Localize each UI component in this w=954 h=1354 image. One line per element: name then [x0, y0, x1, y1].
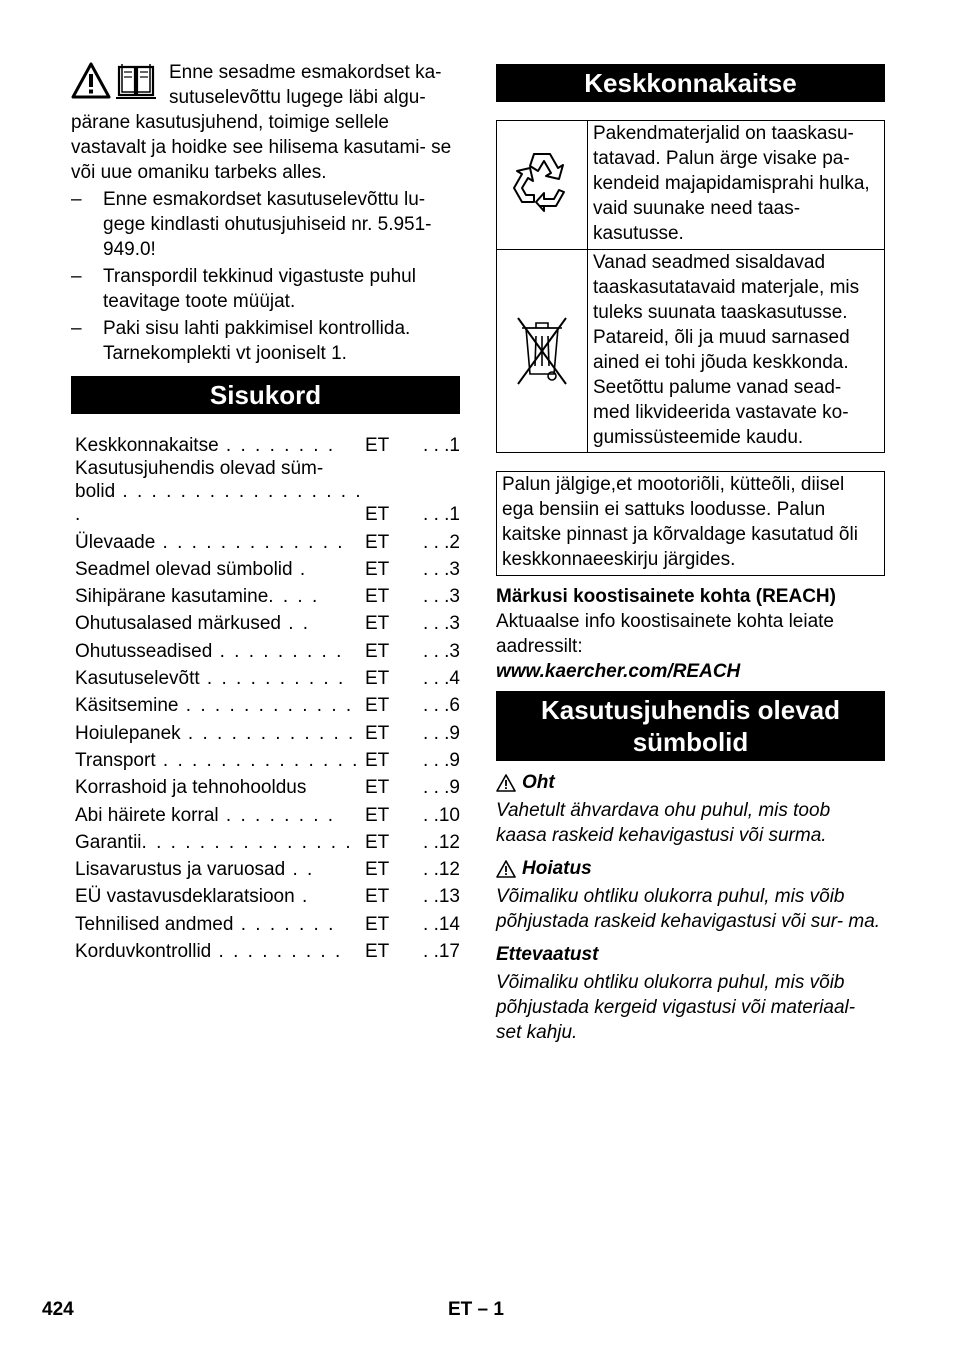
toc-page: . . .3 — [423, 640, 460, 662]
toc-title: Transport — [75, 749, 156, 771]
toc-row[interactable] — [75, 908, 460, 935]
toc-row[interactable] — [75, 608, 460, 635]
toc-title: Garantii — [75, 831, 142, 853]
toc-page: . . .3 — [423, 613, 460, 635]
toc-row[interactable] — [75, 581, 460, 608]
toc-row[interactable] — [75, 881, 460, 908]
toc-title: Ülevaade — [75, 531, 156, 553]
toc-title: Lisavarustus ja varuosad — [75, 859, 286, 881]
toc-leader: . . . . . . . . . . . . . . . — [141, 831, 353, 853]
toc-row[interactable] — [75, 854, 460, 881]
reach-title: Märkusi koostisainete kohta (REACH) — [496, 586, 836, 607]
env-row-disposal — [497, 250, 885, 453]
warning-triangle-icon — [496, 860, 516, 878]
reach-text: Aktuaalse info koostisainete kohta leiate aadressilt: — [496, 611, 834, 657]
toc-leader: . . — [285, 859, 315, 881]
toc-row[interactable] — [75, 936, 460, 963]
list-item: – Enne esmakordset kasutuselevõttu lu- gege kindlasti ohutusjuhiseid nr. 5.951- 949.0! — [71, 187, 460, 262]
toc-row[interactable] — [75, 554, 460, 581]
toc-leader: . . . . . . . . . . . . . . — [155, 749, 360, 771]
warning-triangle-icon — [496, 774, 516, 792]
toc-lang: ET — [365, 613, 390, 635]
toc-title: Seadmel olevad sümbolid — [75, 558, 293, 580]
toc-row[interactable] — [75, 690, 460, 717]
reach-block — [496, 584, 885, 684]
toc-page: . . .1 — [423, 435, 460, 457]
toc-title: Ohutusalased märkused — [75, 613, 281, 635]
toc-title: Abi häirete korral — [75, 804, 219, 826]
toc-title: Korduvkontrollid — [75, 941, 212, 963]
toc-lang: ET — [365, 640, 390, 662]
toc-leader: . . . . . . . . . — [212, 640, 344, 662]
list-item: – Paki sisu lahti pakkimisel kontrollida. Tarnekomplekti vt jooniselt 1. — [71, 316, 460, 366]
toc-page: . . .3 — [423, 586, 460, 608]
toc-title: Käsitsemine — [75, 695, 179, 717]
toc-leader: . — [294, 886, 310, 908]
footer-label: ET – 1 — [448, 1299, 504, 1320]
toc-page: . .17 — [423, 941, 460, 963]
toc-page: . .10 — [423, 804, 460, 826]
caution-text: Võimaliku ohtliku olukorra puhul, mis võib põhjustada kergeid vigastusi või materiaal- set kahju. — [496, 972, 856, 1043]
toc-row[interactable] — [75, 717, 460, 744]
toc-leader: . — [292, 558, 308, 580]
toc-leader: . . . . . . . . . . . . — [180, 722, 356, 744]
oil-notice: Palun jälgige,et mootoriõli, kütteõli, diisel ega bensiin ei sattuks loodusse. Palun kaitske pinnast ja kõrvaldage kasutatud õli keskkonnaeeskirju järgides. — [496, 471, 885, 576]
toc-lang: ET — [365, 804, 390, 826]
toc-lang: ET — [365, 749, 390, 771]
toc-lang: ET — [365, 886, 390, 908]
crossed-bin-icon — [512, 308, 572, 388]
caution-label: Ettevaatust — [496, 944, 599, 965]
toc-lang: ET — [365, 435, 390, 457]
toc-page: . . .4 — [423, 668, 460, 690]
toc-page: . .12 — [423, 831, 460, 853]
toc-row[interactable] — [75, 457, 460, 526]
toc-lang: ET — [365, 695, 390, 717]
toc-leader: . . . . . . . . . — [211, 941, 343, 963]
toc-lang: ET — [365, 558, 390, 580]
manual-book-icon — [115, 62, 157, 100]
toc-title: Hoiulepanek — [75, 722, 181, 744]
toc-title: Ohutusseadised — [75, 640, 213, 662]
warning-triangle-icon — [71, 62, 111, 100]
env-row-recycle — [497, 121, 885, 250]
toc-leader: . . . . . . . . . . — [199, 668, 346, 690]
intro-list — [71, 187, 460, 366]
toc-lang: ET — [365, 941, 390, 963]
toc-row[interactable] — [75, 772, 460, 799]
env-heading: Keskkonnakaitse — [496, 64, 885, 102]
toc-row[interactable] — [75, 526, 460, 553]
toc-leader: . . . . . . . . — [218, 804, 336, 826]
toc-title: Kasutuselevõtt — [75, 668, 200, 690]
symbols-heading: Kasutusjuhendis olevad sümbolid — [496, 691, 885, 761]
toc-page: . . .9 — [423, 777, 460, 799]
toc-page: . . .9 — [423, 749, 460, 771]
toc-leader: . . . . . . . . . . . . . — [155, 531, 345, 553]
toc-lang: ET — [365, 777, 390, 799]
danger-label-row — [496, 770, 885, 795]
toc-page: . .12 — [423, 859, 460, 881]
danger-text: Vahetult ähvardava ohu puhul, mis toob kaasa raskeid kehavigastusi või surma. — [496, 800, 831, 846]
toc-lang: ET — [365, 859, 390, 881]
intro-block — [71, 60, 460, 185]
toc-row[interactable] — [75, 827, 460, 854]
page-number: 424 — [42, 1299, 74, 1320]
toc-lang: ET — [365, 722, 390, 744]
toc-leader: . . . . . . . . . . . . . . . . . . — [75, 481, 363, 526]
warning-text: Võimaliku ohtliku olukorra puhul, mis võib põhjustada raskeid kehavigastusi või sur- ma. — [496, 886, 881, 932]
toc-page: . . .6 — [423, 695, 460, 717]
toc-row[interactable] — [75, 745, 460, 772]
toc-leader: . . . . . . . . . . . . — [178, 695, 354, 717]
toc-row[interactable] — [75, 635, 460, 662]
right-column — [496, 64, 885, 1045]
toc-title: Keskkonnakaitse — [75, 435, 219, 457]
toc-leader: . . . . — [268, 586, 320, 608]
toc-page: . . .1 — [423, 504, 460, 526]
reach-link[interactable]: www.kaercher.com/REACH — [496, 661, 741, 682]
toc-table — [75, 430, 460, 963]
toc-lang: ET — [365, 531, 390, 553]
toc-row[interactable] — [75, 799, 460, 826]
recycle-icon — [504, 144, 580, 220]
toc-lang: ET — [365, 504, 390, 526]
toc-title: EÜ vastavusdeklaratsioon — [75, 886, 295, 908]
symbols-block — [496, 770, 885, 1045]
danger-label: Oht — [522, 772, 555, 793]
toc-title: Kasutusjuhendis olevad süm- bolid — [75, 458, 324, 503]
left-column — [71, 60, 460, 963]
intro-icons — [71, 62, 161, 108]
toc-leader: . . — [280, 613, 311, 635]
env-text-disposal: Vanad seadmed sisaldavad taaskasutatavaid materjale, mis tuleks suunata taaskasutusse. Patareid, õli ja muud sarnased ained ei tohi jõuda keskkonda. Seetõttu palume vanad sead- med likvideerida vastavate ko- gumissüsteemide kaudu. — [588, 250, 885, 453]
toc-row[interactable] — [75, 663, 460, 690]
warning-label: Hoiatus — [522, 858, 592, 879]
toc-row[interactable] — [75, 430, 460, 457]
env-table — [496, 120, 885, 453]
toc-page: . .14 — [423, 913, 460, 935]
toc-leader: . . . . . . . . — [218, 435, 336, 457]
toc-page: . . .9 — [423, 722, 460, 744]
env-text-recycle: Pakendmaterjalid on taaskasu- tatavad. Palun ärge visake pa- kendeid majapidamisprahi hulka, vaid suunake need taas- kasutusse. — [588, 121, 885, 250]
toc-title: Sihipärane kasutamine — [75, 586, 269, 608]
toc-lang: ET — [365, 668, 390, 690]
toc-lang: ET — [365, 831, 390, 853]
toc-leader: . . . . . . . — [233, 913, 336, 935]
intro-text: Enne sesadme esmakordset ka- sutuselevõttu lugege läbi algu- pärane kasutusjuhend, toimige sellele vastavalt ja hoidke see hilisema kasutami- se või uue omaniku tarbeks alles. — [71, 62, 452, 183]
toc-heading: Sisukord — [71, 376, 460, 414]
toc-title: Tehnilised andmed — [75, 913, 234, 935]
list-item: – Transpordil tekkinud vigastuste puhul teavitage toote müüjat. — [71, 264, 460, 314]
toc-page: . . .2 — [423, 531, 460, 553]
toc-title: Korrashoid ja tehnohooldus — [75, 777, 307, 799]
warning-label-row — [496, 856, 885, 881]
toc-page: . . .3 — [423, 558, 460, 580]
toc-lang: ET — [365, 913, 390, 935]
toc-page: . .13 — [423, 886, 460, 908]
toc-lang: ET — [365, 586, 390, 608]
